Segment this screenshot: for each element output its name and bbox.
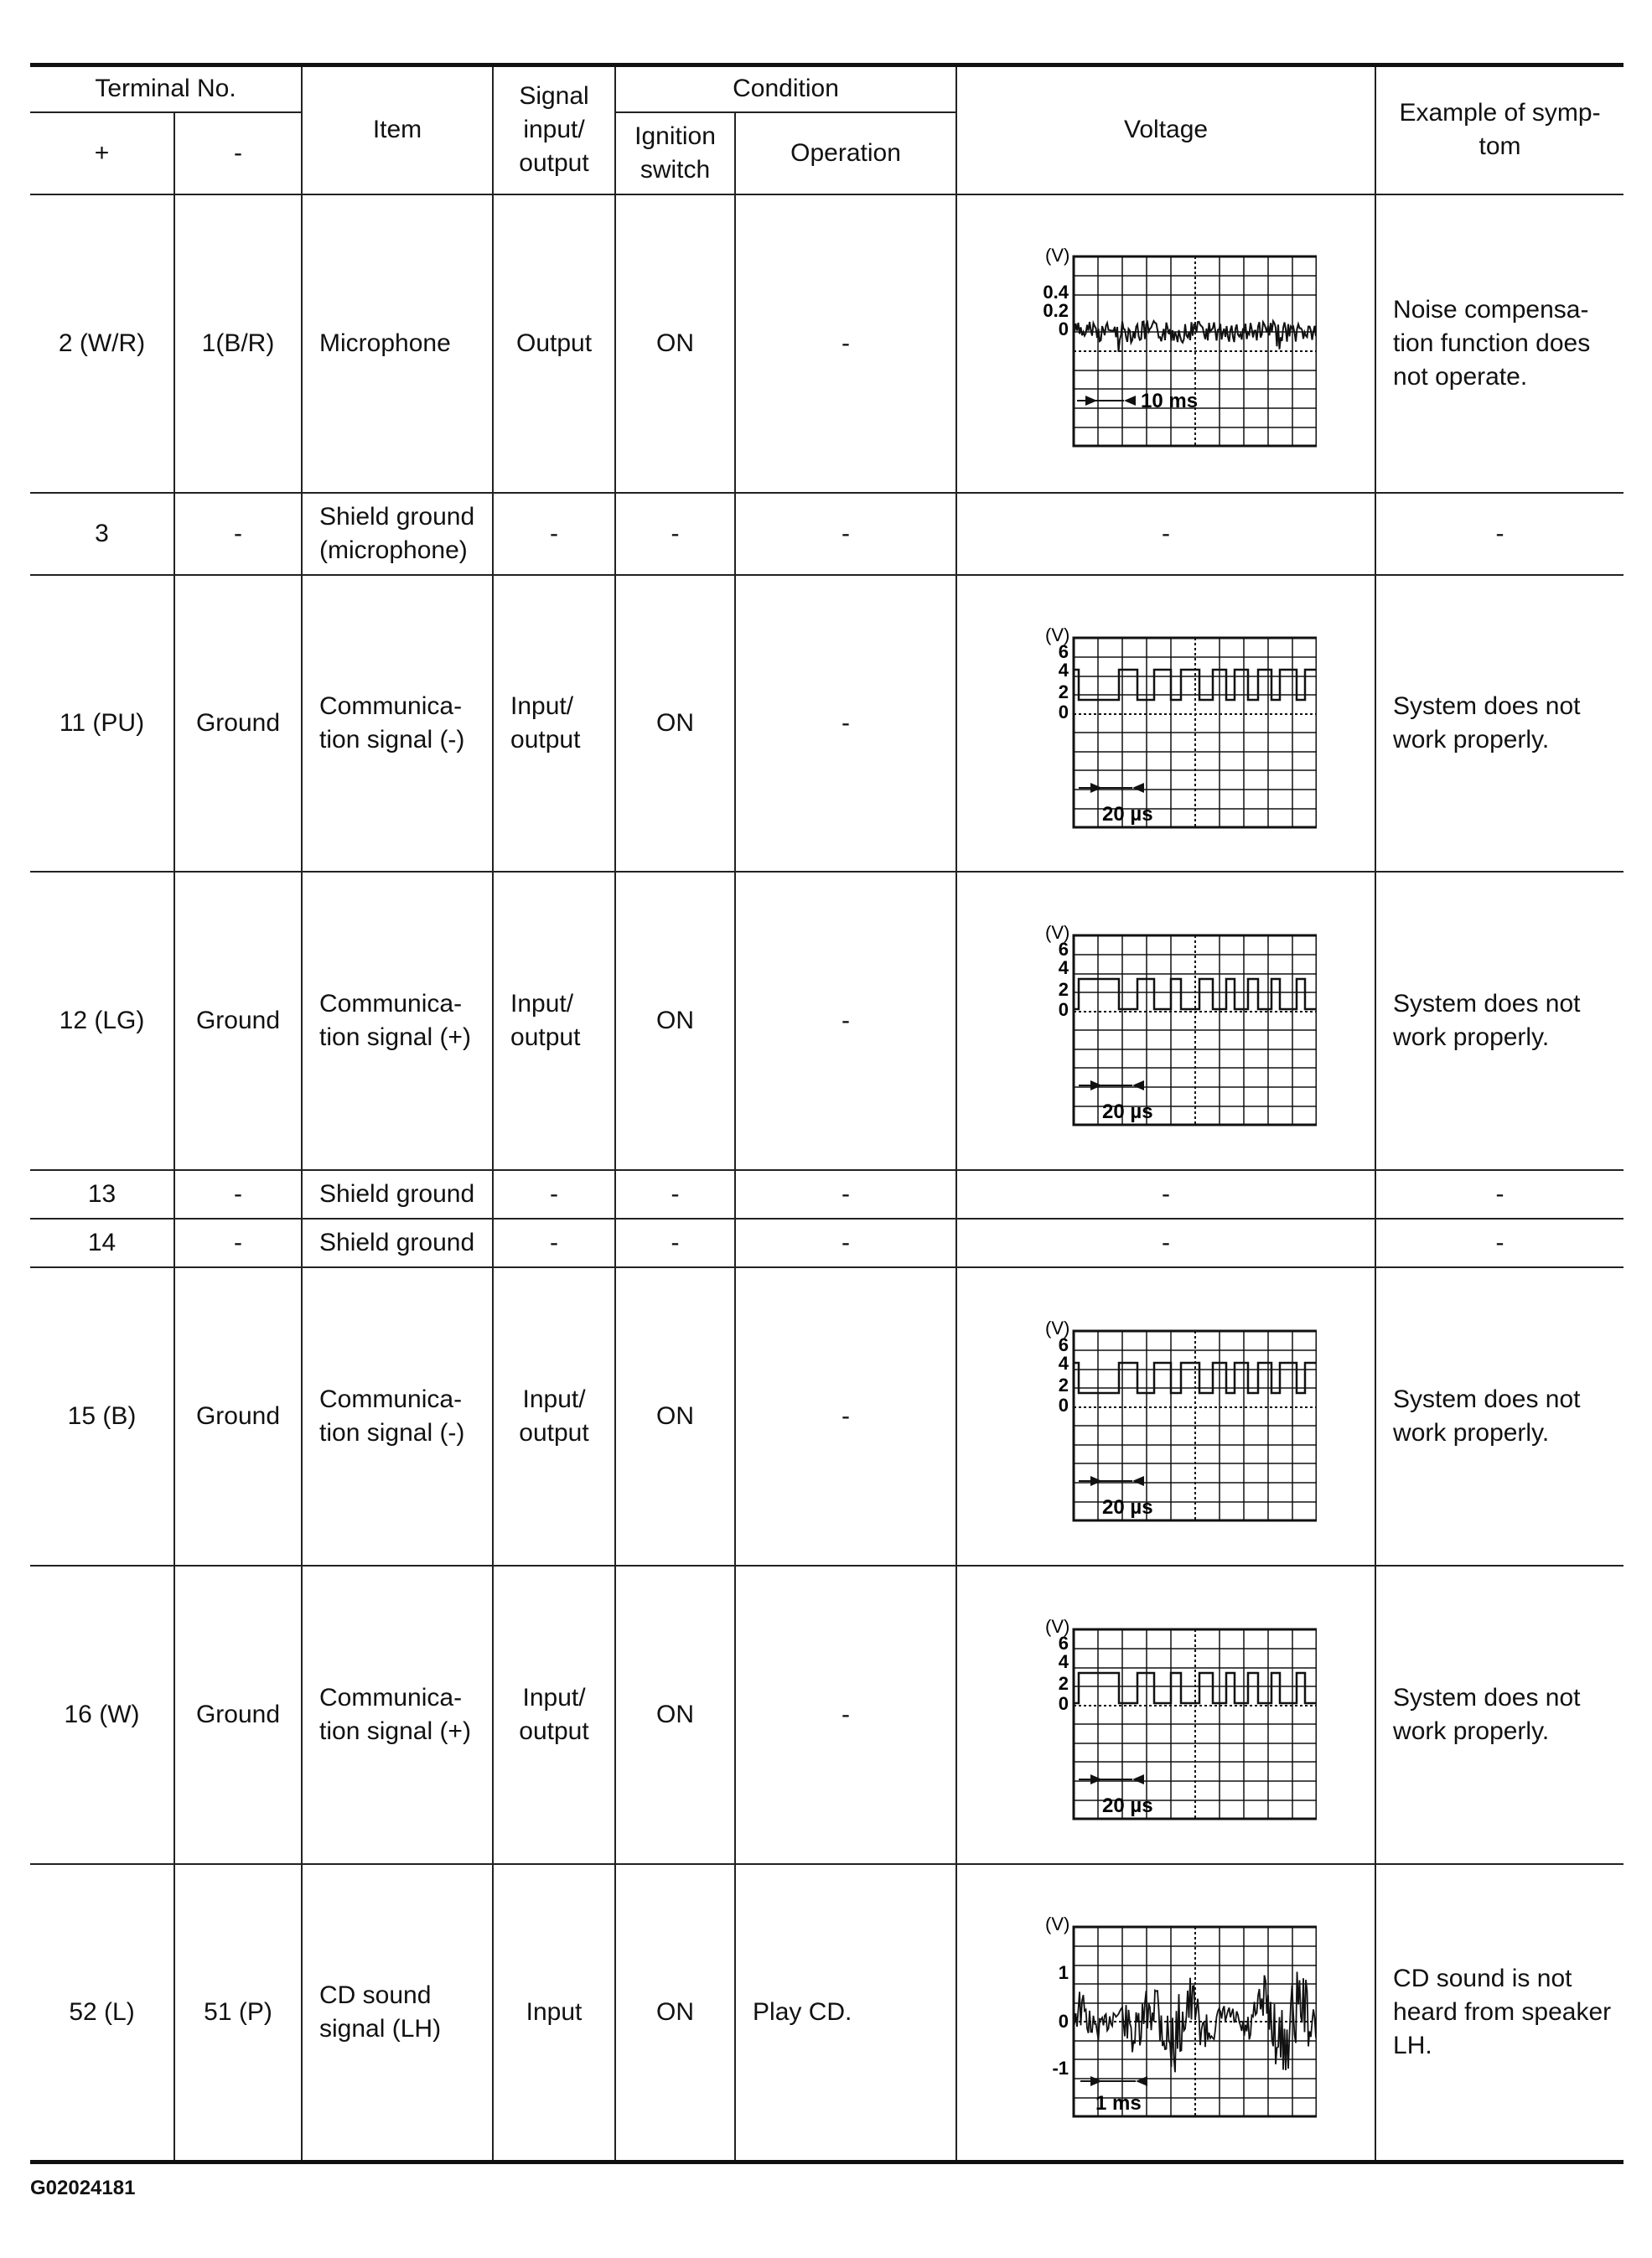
cell-minus: - (174, 1219, 302, 1267)
cell-voltage (956, 1566, 1375, 1864)
table-row (30, 1267, 1624, 1566)
scope-tick: 2 (1058, 1374, 1069, 1396)
table-row (30, 575, 1624, 872)
header-symptom: Example of symp- tom (1375, 65, 1624, 194)
cell-signal: - (493, 1170, 615, 1219)
cell-item: Communica- tion signal (+) (302, 1566, 493, 1864)
header-condition: Condition (615, 65, 956, 112)
cell-voltage (956, 575, 1375, 872)
cell-minus: - (174, 1170, 302, 1219)
cell-operation: - (735, 872, 956, 1170)
cell-plus: 14 (30, 1219, 174, 1267)
cell-item: Shield ground (302, 1170, 493, 1219)
cell-symptom: System does not work properly. (1375, 872, 1624, 1170)
cell-operation: - (735, 1267, 956, 1566)
cell-plus: 3 (30, 493, 174, 575)
cell-plus: 2 (W/R) (30, 194, 174, 493)
scope-time: 10 ms (1141, 389, 1199, 412)
header-voltage: Voltage (956, 65, 1375, 194)
scope-tick: 0.4 (1043, 281, 1069, 303)
cell-ignition: ON (615, 575, 735, 872)
table-row (30, 1219, 1624, 1267)
scope-tick: 4 (1058, 956, 1069, 978)
scope-tick: 6 (1058, 1632, 1069, 1654)
cd-sound-waveform (1015, 1905, 1317, 2120)
cell-ignition: ON (615, 194, 735, 493)
cell-plus: 52 (L) (30, 1864, 174, 2162)
cell-plus: 15 (B) (30, 1267, 174, 1566)
cell-symptom: - (1375, 1170, 1624, 1219)
cell-item: Shield ground (microphone) (302, 493, 493, 575)
table-row (30, 1864, 1624, 2162)
cell-item: Communica- tion signal (-) (302, 1267, 493, 1566)
scope-unit: (V) (1045, 1913, 1070, 1934)
cell-voltage: - (956, 493, 1375, 575)
table-row (30, 1170, 1624, 1219)
terminal-spec-table (30, 63, 1624, 2164)
table-row (30, 493, 1624, 575)
cell-signal: Input/ output (493, 1566, 615, 1864)
cell-item: Communica- tion signal (+) (302, 872, 493, 1170)
header-ignition: Ignition switch (615, 112, 735, 194)
scope-unit: (V) (1045, 1317, 1070, 1339)
cell-symptom: System does not work properly. (1375, 1267, 1624, 1566)
scope-time: 20 µs (1102, 802, 1153, 826)
communication-minus-waveform (1015, 616, 1317, 831)
cell-minus: - (174, 493, 302, 575)
scope-tick: 0 (1058, 1692, 1069, 1714)
cell-symptom: - (1375, 493, 1624, 575)
scope-unit: (V) (1045, 624, 1070, 645)
cell-voltage: - (956, 1170, 1375, 1219)
scope-tick: 0.2 (1043, 299, 1069, 321)
cell-voltage (956, 1267, 1375, 1566)
scope-tick: 0 (1058, 318, 1069, 339)
scope-time: 1 ms (1095, 2091, 1142, 2115)
cell-symptom: System does not work properly. (1375, 1566, 1624, 1864)
cell-minus: Ground (174, 872, 302, 1170)
cell-ignition: - (615, 493, 735, 575)
cell-operation: - (735, 575, 956, 872)
scope-tick: 6 (1058, 640, 1069, 662)
cell-symptom: - (1375, 1219, 1624, 1267)
cell-symptom: System does not work properly. (1375, 575, 1624, 872)
cell-signal: - (493, 493, 615, 575)
cell-item: Microphone (302, 194, 493, 493)
scope-tick: 4 (1058, 1650, 1069, 1672)
cell-ignition: - (615, 1170, 735, 1219)
cell-operation: - (735, 1219, 956, 1267)
cell-ignition: ON (615, 1267, 735, 1566)
cell-voltage (956, 194, 1375, 493)
cell-ignition: ON (615, 872, 735, 1170)
cell-signal: Input/ output (493, 1267, 615, 1566)
scope-unit: (V) (1045, 244, 1070, 266)
scope-tick: 4 (1058, 659, 1069, 681)
scope-tick: 0 (1058, 1394, 1069, 1416)
cell-minus: Ground (174, 1566, 302, 1864)
figure-id: G02024181 (30, 2177, 136, 2199)
header-minus: - (174, 112, 302, 194)
scope-time: 20 µs (1102, 1100, 1153, 1123)
scope-tick: 0 (1058, 701, 1069, 722)
scope-unit: (V) (1045, 921, 1070, 943)
scope-tick: 2 (1058, 1672, 1069, 1694)
scope-time: 20 µs (1102, 1495, 1153, 1519)
cell-voltage (956, 872, 1375, 1170)
cell-operation: - (735, 194, 956, 493)
cell-operation: - (735, 493, 956, 575)
cell-symptom: Noise compensa- tion function does not operate. (1375, 194, 1624, 493)
cell-minus: 51 (P) (174, 1864, 302, 2162)
cell-item: Communica- tion signal (-) (302, 575, 493, 872)
scope-tick: 4 (1058, 1352, 1069, 1374)
cell-plus: 16 (W) (30, 1566, 174, 1864)
communication-minus-waveform (1015, 1309, 1317, 1524)
cell-signal: Input/ output (493, 872, 615, 1170)
cell-item: CD sound signal (LH) (302, 1864, 493, 2162)
cell-item: Shield ground (302, 1219, 493, 1267)
header-plus: + (30, 112, 174, 194)
cell-ignition: ON (615, 1864, 735, 2162)
scope-tick: 1 (1058, 1961, 1069, 1983)
cell-voltage (956, 1864, 1375, 2162)
scope-tick: 0 (1058, 998, 1069, 1020)
cell-minus: Ground (174, 1267, 302, 1566)
cell-plus: 11 (PU) (30, 575, 174, 872)
scope-tick: 6 (1058, 938, 1069, 960)
scope-time: 20 µs (1102, 1794, 1153, 1817)
cell-plus: 13 (30, 1170, 174, 1219)
cell-signal: Input (493, 1864, 615, 2162)
cell-operation: - (735, 1566, 956, 1864)
scope-tick: 6 (1058, 1334, 1069, 1355)
scope-tick: -1 (1052, 2057, 1069, 2079)
table-row (30, 872, 1624, 1170)
scope-tick: 0 (1058, 2010, 1069, 2032)
header-terminal-no: Terminal No. (30, 65, 302, 112)
scope-tick: 2 (1058, 681, 1069, 702)
microphone-waveform (1015, 236, 1317, 451)
cell-ignition: - (615, 1219, 735, 1267)
header-item: Item (302, 65, 493, 194)
cell-operation: Play CD. (735, 1864, 956, 2162)
cell-signal: Output (493, 194, 615, 493)
scope-tick: 2 (1058, 978, 1069, 1000)
cell-minus: Ground (174, 575, 302, 872)
scope-unit: (V) (1045, 1615, 1070, 1637)
cell-ignition: ON (615, 1566, 735, 1864)
communication-plus-waveform (1015, 914, 1317, 1128)
cell-voltage: - (956, 1219, 1375, 1267)
cell-symptom: CD sound is not heard from speaker LH. (1375, 1864, 1624, 2162)
header-operation: Operation (735, 112, 956, 194)
table-row (30, 194, 1624, 493)
cell-signal: - (493, 1219, 615, 1267)
communication-plus-waveform (1015, 1608, 1317, 1822)
cell-minus: 1(B/R) (174, 194, 302, 493)
header-signal: Signal input/ output (493, 65, 615, 194)
cell-plus: 12 (LG) (30, 872, 174, 1170)
cell-operation: - (735, 1170, 956, 1219)
cell-signal: Input/ output (493, 575, 615, 872)
table-row (30, 1566, 1624, 1864)
